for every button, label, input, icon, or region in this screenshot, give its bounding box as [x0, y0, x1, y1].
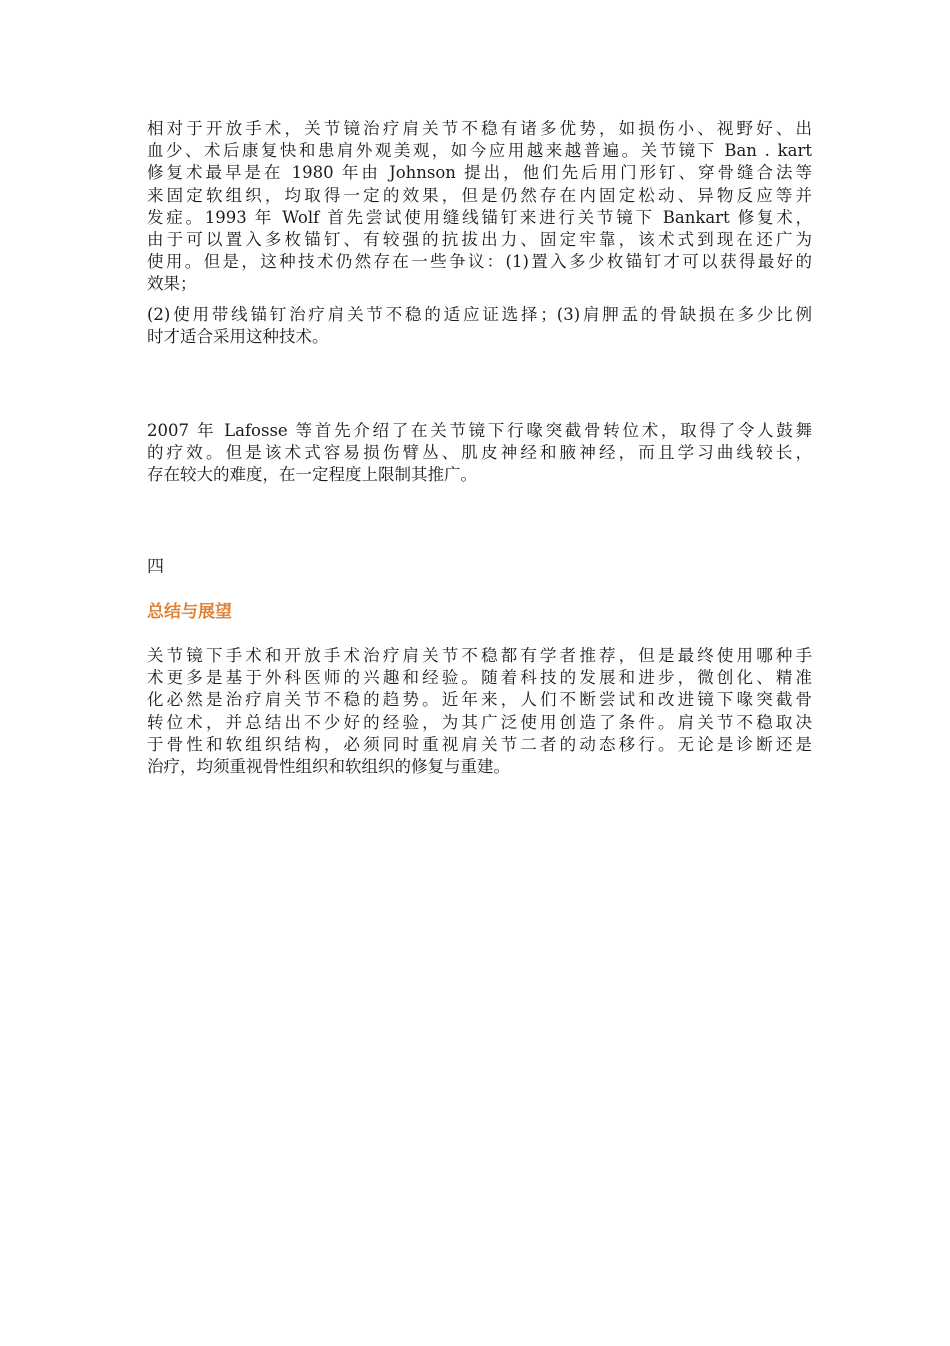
text-line: 于骨性和软组织结构，必须同时重视肩关节二者的动态移行。无论是诊断还是 [147, 734, 812, 754]
text-line: 来固定软组织，均取得一定的效果，但是仍然存在内固定松动、异物反应等并 [147, 185, 812, 205]
text-line: 血少、术后康复快和患肩外观美观，如今应用越来越普遍。关节镜下 Ban . kart [147, 141, 812, 161]
text-line: 治疗，均须重视骨性组织和软组织的修复与重建。 [147, 757, 510, 777]
text-line: 的疗效。但是该术式容易损伤臂丛、肌皮神经和腋神经，而且学习曲线较长， [147, 443, 812, 463]
text-line: 关节镜下手术和开放手术治疗肩关节不稳都有学者推荐，但是最终使用哪种手 [147, 646, 812, 665]
text-line: 由于可以置入多枚锚钉、有较强的抗拔出力、固定牢靠，该术式到现在还广为 [147, 230, 812, 250]
paragraph-arthroscopy-advantages [147, 118, 812, 296]
paragraph-conclusion [147, 645, 812, 778]
text-line: 发症。1993 年 Wolf 首先尝试使用缝线锚钉来进行关节镜下 Bankart 修复术， [147, 207, 812, 227]
text-line: 时才适合采用这种技术。 [147, 327, 329, 347]
section-title: 总结与展望 [147, 602, 232, 622]
paragraph-controversy-continued [147, 304, 812, 348]
text-line: 转位术，并总结出不少好的经验，为其广泛使用创造了条件。肩关节不稳取决 [147, 712, 812, 732]
text-line: 相对于开放手术，关节镜治疗肩关节不稳有诸多优势，如损伤小、视野好、出 [147, 119, 812, 138]
text-line: 修复术最早是在 1980 年由 Johnson 提出，他们先后用门形钉、穿骨缝合法等 [147, 163, 812, 183]
section-number: 四 [147, 557, 164, 577]
text-line: (2)使用带线锚钉治疗肩关节不稳的适应证选择；(3)肩胛盂的骨缺损在多少比例 [147, 305, 812, 324]
text-line: 效果； [147, 274, 197, 294]
text-line: 术更多是基于外科医师的兴趣和经验。随着科技的发展和进步，微创化、精准 [147, 668, 812, 688]
text-line: 2007 年 Lafosse 等首先介绍了在关节镜下行喙突截骨转位术，取得了令人鼓舞 [147, 421, 812, 440]
text-line: 存在较大的难度，在一定程度上限制其推广。 [147, 465, 477, 485]
paragraph-lafosse [147, 420, 812, 487]
text-line: 化必然是治疗肩关节不稳的趋势。近年来，人们不断尝试和改进镜下喙突截骨 [147, 690, 812, 710]
text-line: 使用。但是，这种技术仍然存在一些争议：(1)置入多少枚锚钉才可以获得最好的 [147, 252, 812, 272]
